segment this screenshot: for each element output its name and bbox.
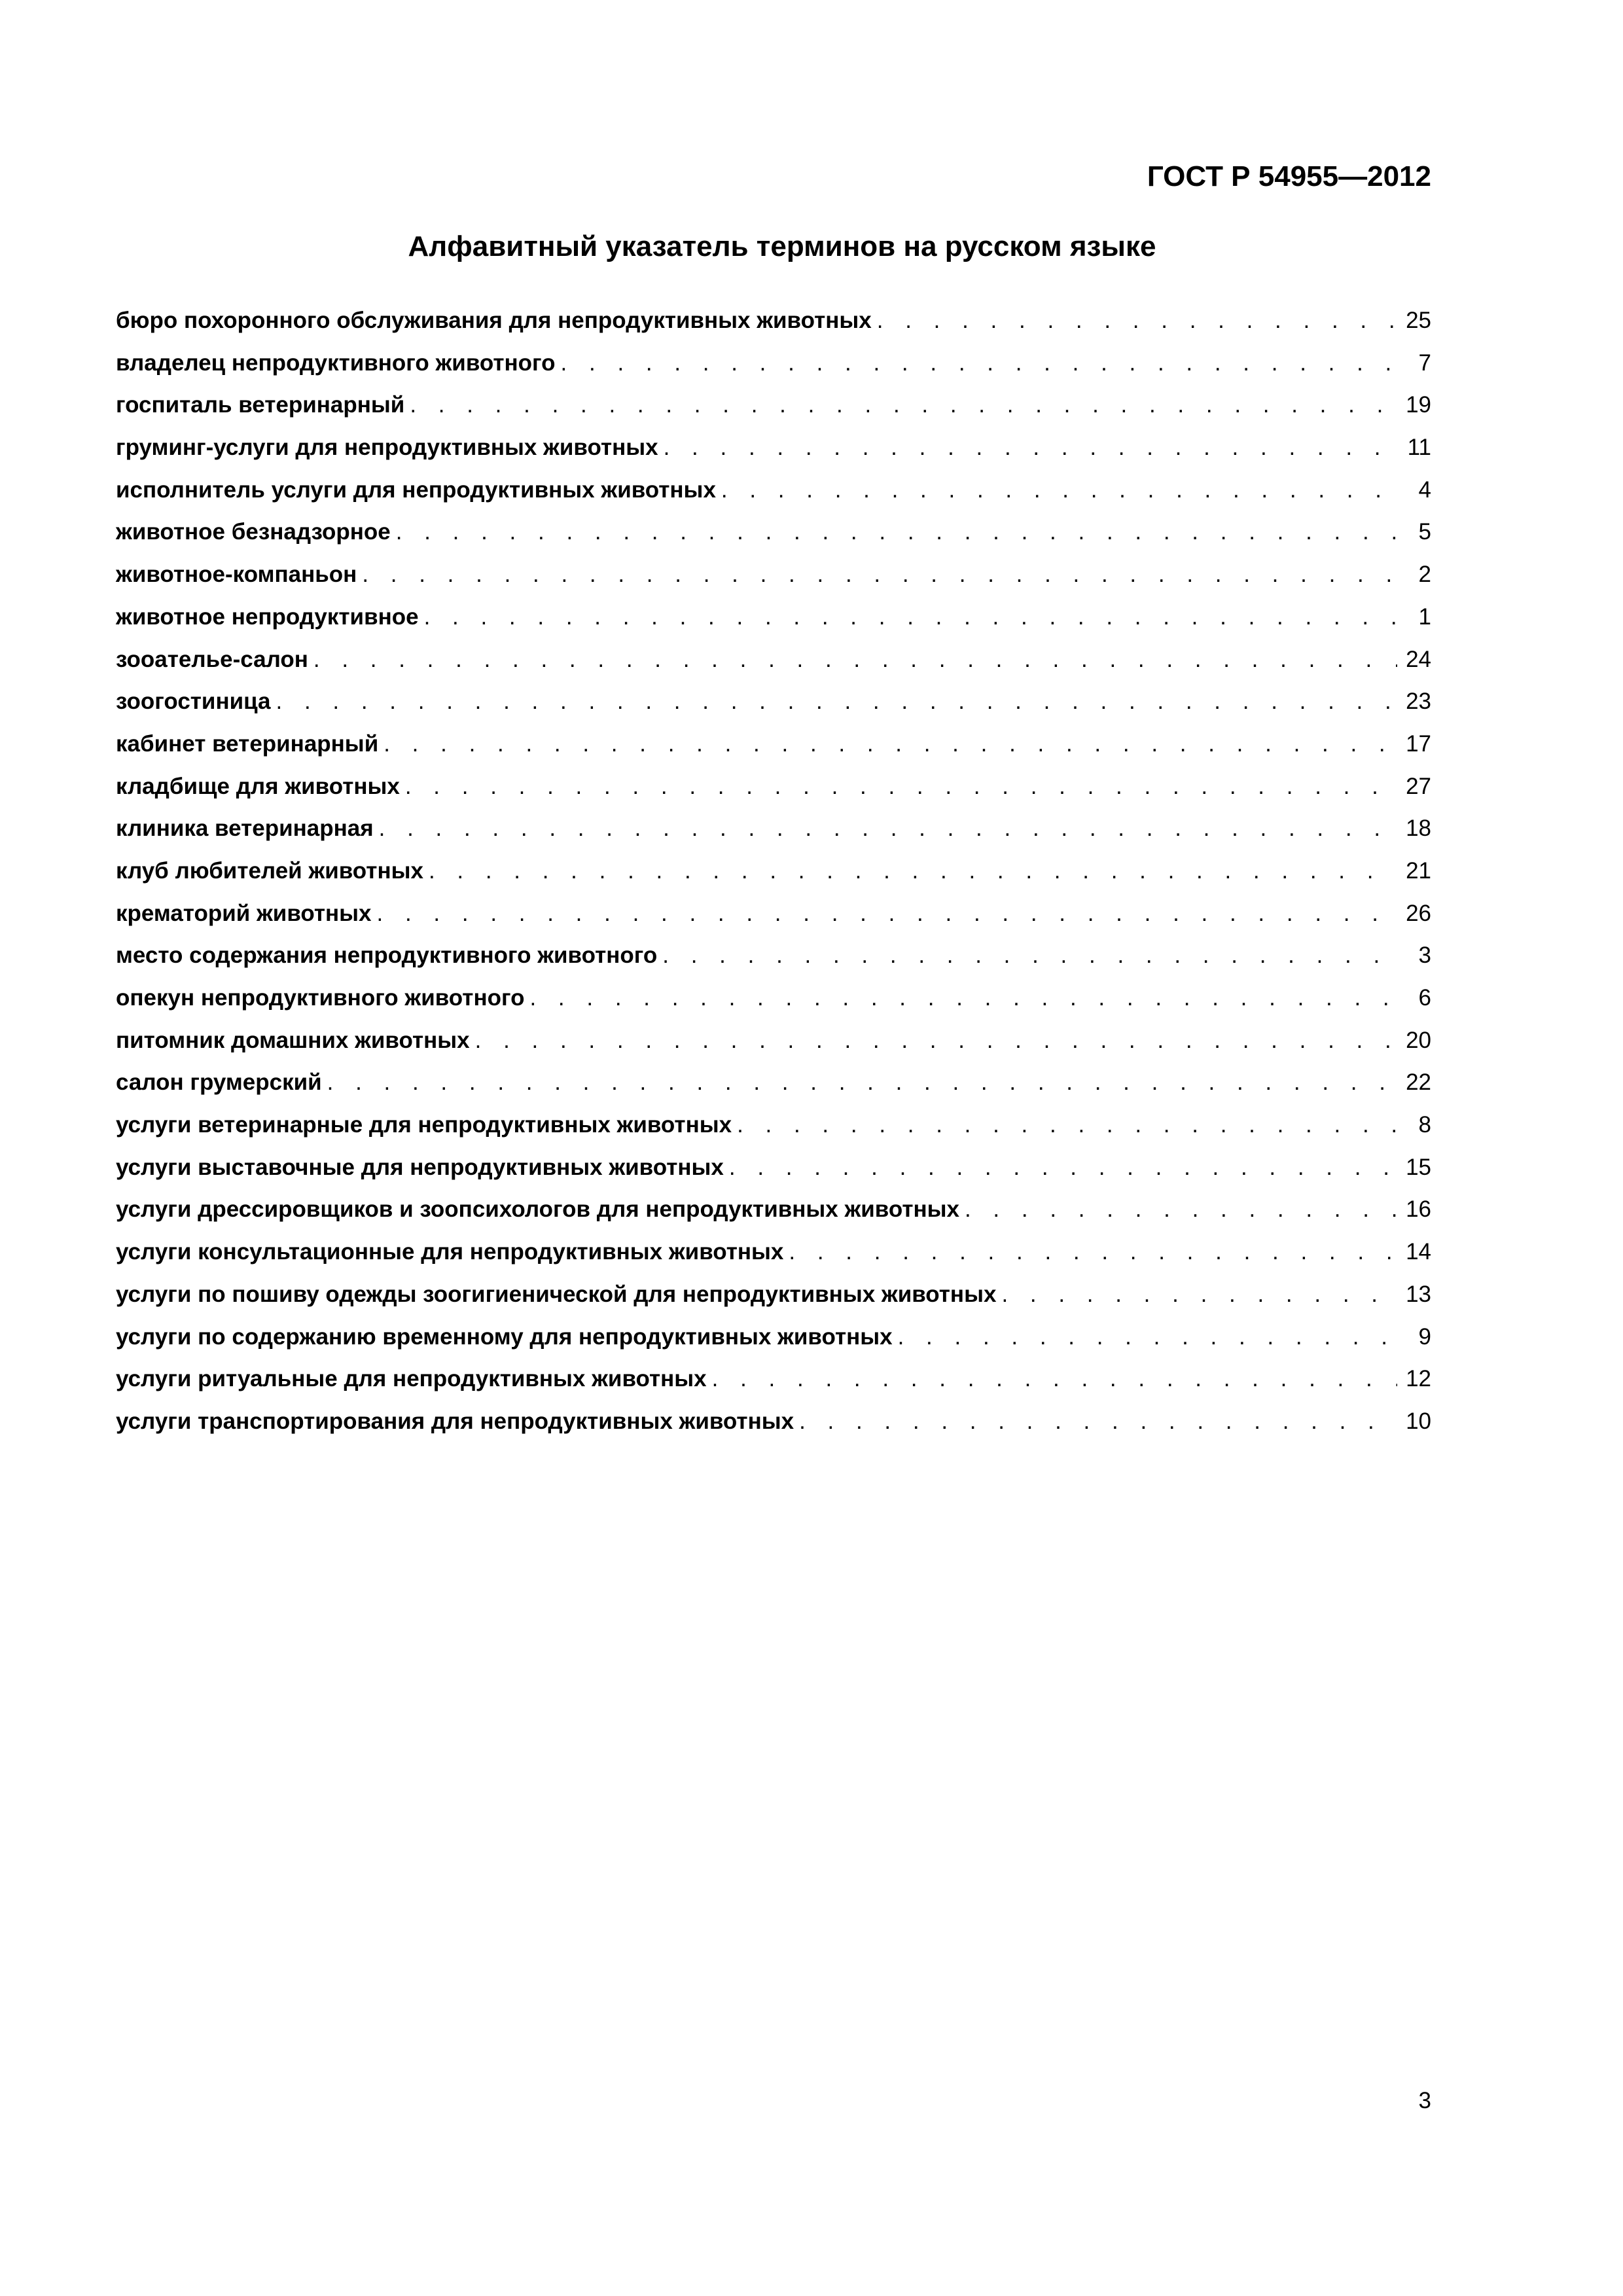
index-term: зоогостиница: [116, 689, 271, 715]
index-entry: [116, 1401, 1431, 1443]
index-entry: [116, 342, 1431, 385]
index-page-ref: 14: [1406, 1239, 1431, 1265]
index-page-ref: 5: [1418, 519, 1431, 545]
dot-leader: [276, 681, 1397, 723]
dot-leader: [362, 554, 1397, 596]
index-entry: [116, 639, 1431, 681]
index-entry: [116, 723, 1431, 766]
dot-leader: [799, 1401, 1397, 1443]
index-entry: [116, 469, 1431, 512]
index-term: услуги ритуальные для непродуктивных животных: [116, 1366, 707, 1392]
index-entry: [116, 977, 1431, 1020]
index-page-ref: 15: [1406, 1154, 1431, 1180]
index-title: Алфавитный указатель терминов на русском языке: [408, 230, 1156, 262]
index-term: крематорий животных: [116, 900, 372, 926]
dot-leader: [475, 1020, 1397, 1062]
index-term: питомник домашних животных: [116, 1027, 470, 1053]
index-entry: [116, 1189, 1431, 1231]
dot-leader: [379, 808, 1397, 850]
index-term: животное безнадзорное: [116, 519, 391, 545]
dot-leader: [429, 850, 1397, 893]
index-entry: [116, 766, 1431, 808]
index-entry: [116, 427, 1431, 469]
index-page-ref: 13: [1406, 1281, 1431, 1307]
index-term: кладбище для животных: [116, 773, 400, 799]
index-page-ref: 11: [1407, 435, 1431, 461]
index-entry: [116, 1104, 1431, 1147]
index-term: исполнитель услуги для непродуктивных животных: [116, 476, 716, 503]
index-page-ref: 23: [1406, 689, 1431, 715]
index-entry: [116, 1231, 1431, 1274]
dot-leader: [712, 1358, 1397, 1401]
index-entry: [116, 554, 1431, 596]
index-entry: [116, 300, 1431, 342]
index-term: госпиталь ветеринарный: [116, 392, 405, 418]
dot-leader: [424, 596, 1397, 639]
index-term: зооателье-салон: [116, 646, 308, 672]
dot-leader: [410, 384, 1397, 427]
index-page-ref: 20: [1406, 1027, 1431, 1053]
index-page-ref: 21: [1406, 857, 1431, 884]
index-entry: [116, 808, 1431, 850]
index-entry: [116, 1316, 1431, 1359]
index-entry: [116, 893, 1431, 935]
document-code: ГОСТ Р 54955—2012: [1147, 160, 1431, 192]
dot-leader: [877, 300, 1397, 342]
index-term: салон грумерский: [116, 1069, 322, 1096]
index-term: услуги ветеринарные для непродуктивных животных: [116, 1112, 732, 1138]
dot-leader: [529, 977, 1397, 1020]
dot-leader: [965, 1189, 1397, 1231]
dot-leader: [729, 1147, 1397, 1189]
index-page-ref: 27: [1406, 773, 1431, 799]
index-term: услуги дрессировщиков и зоопсихологов для непродуктивных животных: [116, 1196, 959, 1223]
index-entry: [116, 511, 1431, 554]
index-page-ref: 8: [1418, 1112, 1431, 1138]
index-term: клуб любителей животных: [116, 857, 423, 884]
index-term: опекун непродуктивного животного: [116, 985, 525, 1011]
index-page-ref: 26: [1406, 900, 1431, 926]
index-term: место содержания непродуктивного животного: [116, 942, 658, 969]
index-page-ref: 3: [1418, 942, 1431, 969]
index-page-ref: 12: [1406, 1366, 1431, 1392]
dot-leader: [405, 766, 1397, 808]
page-number: 3: [1418, 2088, 1431, 2113]
index-term: клиника ветеринарная: [116, 816, 374, 842]
index-entry: [116, 596, 1431, 639]
index-page-ref: 17: [1406, 730, 1431, 757]
index-page-ref: 6: [1418, 985, 1431, 1011]
index-entry: [116, 850, 1431, 893]
index-page-ref: 19: [1406, 392, 1431, 418]
index-page-ref: 18: [1406, 816, 1431, 842]
index-term: услуги консультационные для непродуктивных животных: [116, 1239, 784, 1265]
index-term: услуги по содержанию временному для непродуктивных животных: [116, 1323, 893, 1350]
index-term: владелец непродуктивного животного: [116, 350, 556, 376]
index-page-ref: 10: [1406, 1408, 1431, 1434]
term-index-list: [116, 300, 1431, 1443]
index-entry: [116, 1358, 1431, 1401]
index-term: кабинет ветеринарный: [116, 730, 379, 757]
index-entry: [116, 384, 1431, 427]
index-page-ref: 2: [1418, 562, 1431, 588]
dot-leader: [396, 511, 1397, 554]
index-entry: [116, 1147, 1431, 1189]
dot-leader: [327, 1062, 1397, 1104]
index-entry: [116, 1062, 1431, 1104]
dot-leader: [664, 427, 1397, 469]
dot-leader: [737, 1104, 1397, 1147]
index-term: услуги по пошиву одежды зоогигиенической для непродуктивных животных: [116, 1281, 997, 1307]
index-page-ref: 9: [1418, 1323, 1431, 1350]
dot-leader: [377, 893, 1397, 935]
index-page-ref: 24: [1406, 646, 1431, 672]
index-entry: [116, 935, 1431, 977]
dot-leader: [721, 469, 1397, 512]
dot-leader: [383, 723, 1397, 766]
dot-leader: [313, 639, 1397, 681]
index-page-ref: 16: [1406, 1196, 1431, 1223]
index-page-ref: 22: [1406, 1069, 1431, 1096]
index-page-ref: 7: [1418, 350, 1431, 376]
index-page-ref: 25: [1406, 308, 1431, 333]
index-entry: [116, 1020, 1431, 1062]
index-entry: [116, 1274, 1431, 1316]
dot-leader: [789, 1231, 1397, 1274]
dot-leader: [662, 935, 1397, 977]
index-page-ref: 4: [1418, 476, 1431, 503]
index-term: услуги выставочные для непродуктивных животных: [116, 1154, 724, 1180]
dot-leader: [898, 1316, 1397, 1359]
index-page-ref: 1: [1418, 603, 1431, 630]
dot-leader: [1001, 1274, 1397, 1316]
index-term: услуги транспортирования для непродуктивных животных: [116, 1408, 794, 1434]
index-term: груминг-услуги для непродуктивных животных: [116, 435, 658, 461]
index-term: животное-компаньон: [116, 562, 357, 588]
dot-leader: [561, 342, 1397, 385]
index-entry: [116, 681, 1431, 723]
index-term: бюро похоронного обслуживания для непродуктивных животных: [116, 308, 872, 333]
index-term: животное непродуктивное: [116, 603, 419, 630]
